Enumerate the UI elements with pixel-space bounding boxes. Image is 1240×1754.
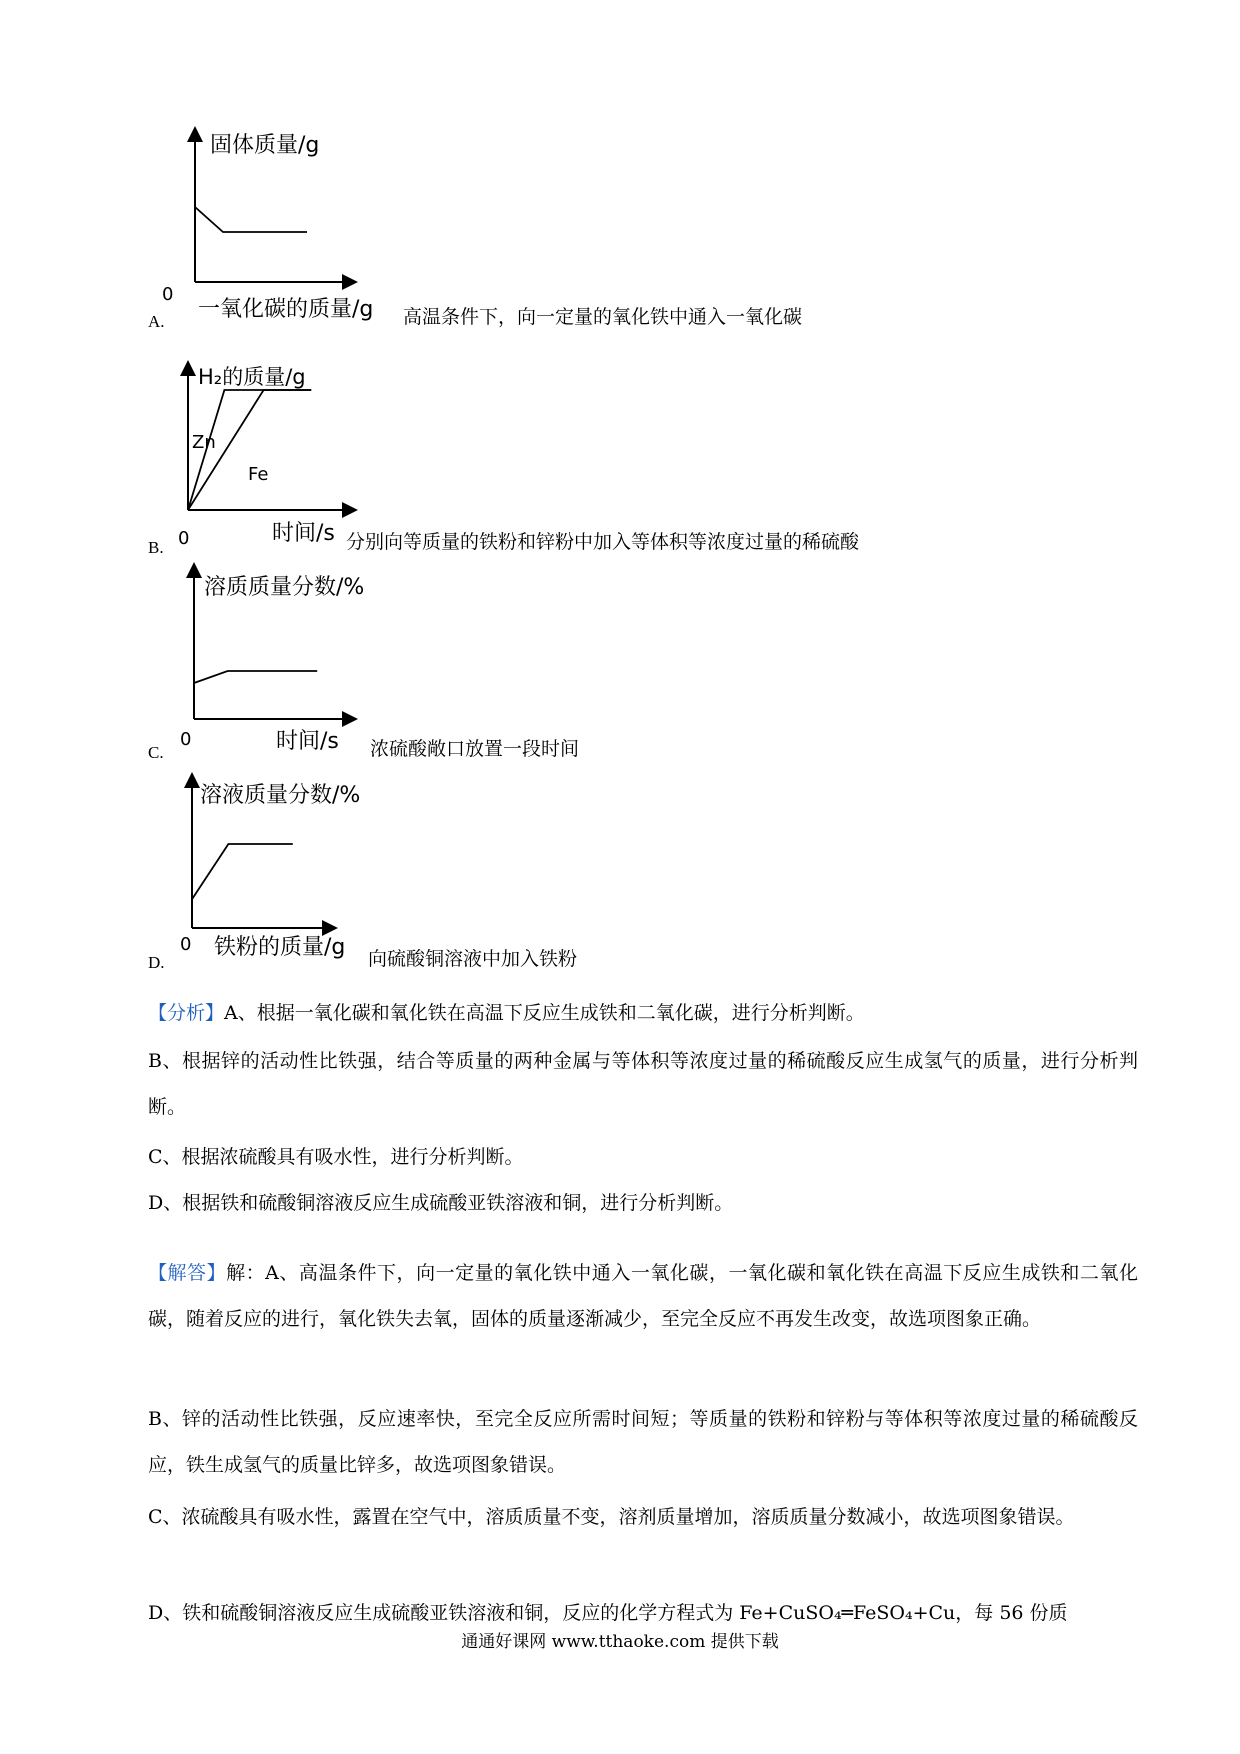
y-axis-label: H₂的质量/g	[198, 365, 306, 389]
answer-b: B、锌的活动性比铁强，反应速率快，至完全反应所需时间短；等质量的铁粉和锌粉与等体积等浓度过量的稀硫酸反应，铁生成氢气的质量比锌多，故选项图象错误。	[148, 1408, 1138, 1476]
option-b-letter: B.	[148, 538, 164, 557]
option-d-caption: 向硫酸铜溶液中加入铁粉	[368, 948, 578, 970]
analysis-line-a: 【分析】A、根据一氧化碳和氧化铁在高温下反应生成铁和二氧化碳，进行分析判断。	[148, 1002, 865, 1024]
graph-d	[170, 772, 570, 962]
series-line	[192, 844, 293, 899]
origin-label: 0	[162, 284, 174, 305]
origin-label: 0	[178, 528, 190, 549]
x-axis-label: 铁粉的质量/g	[214, 935, 346, 960]
graph-c	[170, 562, 570, 752]
analysis-line-d: D、根据铁和硫酸铜溶液反应生成硫酸亚铁溶液和铜，进行分析判断。	[148, 1192, 734, 1214]
x-axis-label: 一氧化碳的质量/g	[198, 297, 374, 322]
footer: 通通好课网 www.tthaoke.com 提供下载	[461, 1632, 779, 1652]
x-axis-label: 时间/s	[276, 729, 339, 754]
analysis-label: 【分析】	[148, 1002, 225, 1024]
series-line	[194, 671, 317, 683]
graph-b	[170, 360, 570, 549]
y-axis-label: 溶质质量分数/%	[204, 575, 365, 600]
y-axis-label: 溶液质量分数/%	[200, 783, 361, 808]
option-c-letter: C.	[148, 743, 164, 762]
answer-label: 【解答】	[148, 1262, 227, 1284]
origin-label: 0	[180, 934, 192, 955]
x-axis-label: 时间/s	[272, 521, 335, 546]
analysis-line-c: C、根据浓硫酸具有吸水性，进行分析判断。	[148, 1146, 524, 1168]
answer-a: 【解答】解：A、高温条件下，向一定量的氧化铁中通入一氧化碳，一氧化碳和氧化铁在高温下反应生成铁和二氧化碳，随着反应的进行，氧化铁失去氧，固体的质量逐渐减少，至完全反应不再发生改变，故选项图象正确。	[148, 1262, 1138, 1330]
graph-a	[162, 128, 570, 322]
origin-label: 0	[180, 729, 192, 750]
series-line	[195, 207, 307, 232]
answer-d: D、铁和硫酸铜溶液反应生成硫酸亚铁溶液和铜，反应的化学方程式为 Fe+CuSO₄═FeSO₄+Cu，每 56 份质	[148, 1602, 1068, 1624]
option-a-caption: 高温条件下，向一定量的氧化铁中通入一氧化碳	[403, 306, 803, 328]
option-c-caption: 浓硫酸敞口放置一段时间	[370, 738, 580, 760]
y-axis-label: 固体质量/g	[210, 133, 320, 158]
analysis-line-b: B、根据锌的活动性比铁强，结合等质量的两种金属与等体积等浓度过量的稀硫酸反应生成氢气的质量，进行分析判断。	[148, 1050, 1138, 1118]
series-label-zn: Zn	[192, 432, 216, 453]
option-d-letter: D.	[148, 953, 165, 972]
series-label-fe: Fe	[248, 464, 269, 485]
answer-c: C、浓硫酸具有吸水性，露置在空气中，溶质质量不变，溶剂质量增加，溶质质量分数减小，故选项图象错误。	[148, 1506, 1075, 1528]
option-b-caption: 分别向等质量的铁粉和锌粉中加入等体积等浓度过量的稀硫酸	[346, 531, 860, 553]
option-a-letter: A.	[148, 312, 165, 331]
